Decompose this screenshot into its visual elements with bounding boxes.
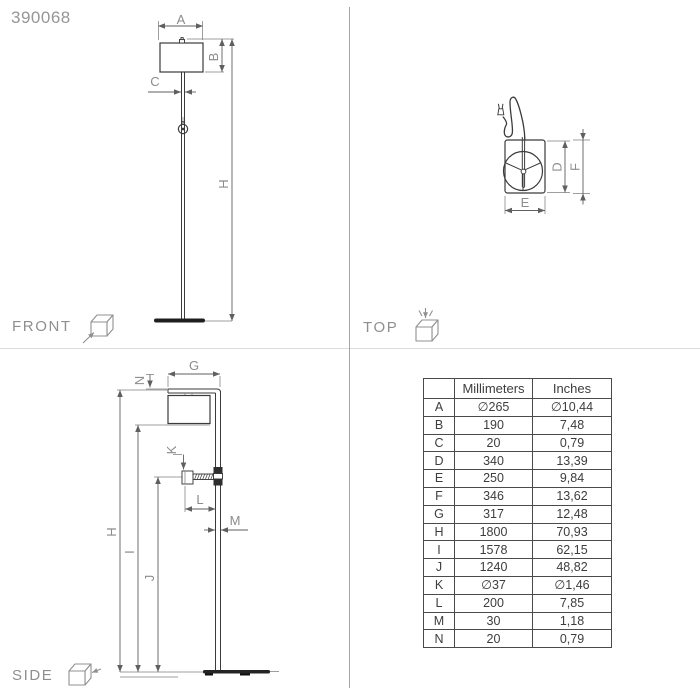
cell-inches: 12,48 bbox=[533, 505, 612, 523]
table-row bbox=[424, 576, 612, 594]
dimensions-table bbox=[423, 378, 612, 648]
table-row bbox=[424, 434, 612, 452]
cell-inches: 9,84 bbox=[533, 470, 612, 488]
dim-label-i: I bbox=[122, 550, 137, 554]
cell-letter: B bbox=[424, 416, 455, 434]
cell-inches: 0,79 bbox=[533, 630, 612, 648]
cell-mm: 20 bbox=[455, 630, 533, 648]
cell-mm: 346 bbox=[455, 487, 533, 505]
table-row bbox=[424, 559, 612, 577]
table-row bbox=[424, 523, 612, 541]
cell-inches: 70,93 bbox=[533, 523, 612, 541]
lamp-shade-side bbox=[168, 396, 210, 424]
table-row bbox=[424, 612, 612, 630]
cell-inches: 7,85 bbox=[533, 594, 612, 612]
front-view-cube-icon bbox=[82, 307, 120, 345]
dim-label-j: J bbox=[142, 574, 157, 582]
front-view-text: FRONT bbox=[12, 317, 72, 335]
cell-letter: F bbox=[424, 487, 455, 505]
switch-box bbox=[182, 471, 193, 484]
header-letter bbox=[424, 379, 455, 399]
side-view-cube-icon bbox=[63, 656, 103, 694]
dim-label-c: C bbox=[150, 74, 160, 89]
cell-mm: 30 bbox=[455, 612, 533, 630]
cell-letter: D bbox=[424, 452, 455, 470]
cell-inches: ∅1,46 bbox=[533, 576, 612, 594]
vertical-divider bbox=[349, 7, 350, 688]
cell-mm: 340 bbox=[455, 452, 533, 470]
cell-mm: 20 bbox=[455, 434, 533, 452]
table-row bbox=[424, 505, 612, 523]
plug-prong bbox=[498, 104, 499, 109]
dim-label-a: A bbox=[176, 12, 186, 27]
dim-label-h: H bbox=[216, 179, 231, 189]
header-inches: Inches bbox=[533, 379, 612, 399]
cell-mm: 200 bbox=[455, 594, 533, 612]
lamp-base-front bbox=[154, 319, 205, 323]
lamp-pole-front bbox=[182, 72, 185, 319]
horizontal-divider bbox=[0, 348, 700, 349]
cell-letter: I bbox=[424, 541, 455, 559]
dim-label-m: M bbox=[229, 513, 241, 528]
table-row bbox=[424, 399, 612, 417]
cell-inches: 62,15 bbox=[533, 541, 612, 559]
table-row bbox=[424, 630, 612, 648]
header-millimeters: Millimeters bbox=[455, 379, 533, 399]
table-row bbox=[424, 487, 612, 505]
top-view-drawing bbox=[478, 83, 620, 225]
dim-label-d: D bbox=[549, 162, 565, 172]
front-view-drawing bbox=[128, 6, 258, 338]
dimension-table-body bbox=[424, 399, 612, 648]
cell-inches: 13,62 bbox=[533, 487, 612, 505]
cell-mm: 317 bbox=[455, 505, 533, 523]
dim-label-h-side: H bbox=[104, 527, 119, 537]
cell-inches: 0,79 bbox=[533, 434, 612, 452]
table-header-row bbox=[424, 379, 612, 399]
cell-mm: 1800 bbox=[455, 523, 533, 541]
cell-mm: 190 bbox=[455, 416, 533, 434]
dim-label-g: G bbox=[188, 358, 200, 373]
cell-letter: H bbox=[424, 523, 455, 541]
cell-letter: G bbox=[424, 505, 455, 523]
dim-label-l: L bbox=[196, 492, 204, 507]
dim-label-f: F bbox=[567, 163, 583, 171]
cell-mm: ∅265 bbox=[455, 399, 533, 417]
cell-letter: E bbox=[424, 470, 455, 488]
lamp-shade-front bbox=[160, 43, 203, 72]
cell-mm: 1578 bbox=[455, 541, 533, 559]
cell-letter: A bbox=[424, 399, 455, 417]
plug-prong bbox=[502, 104, 503, 109]
cell-letter: L bbox=[424, 594, 455, 612]
side-view-drawing bbox=[93, 353, 303, 700]
dim-label-n: N bbox=[132, 375, 147, 386]
side-view-text: SIDE bbox=[12, 666, 54, 684]
cell-letter: K bbox=[424, 576, 455, 594]
cell-letter: J bbox=[424, 559, 455, 577]
cell-inches: 48,82 bbox=[533, 559, 612, 577]
cell-inches: 7,48 bbox=[533, 416, 612, 434]
table-row bbox=[424, 416, 612, 434]
dim-label-e: E bbox=[520, 195, 530, 210]
pole-hub bbox=[521, 169, 526, 174]
cell-inches: 1,18 bbox=[533, 612, 612, 630]
dim-label-k: K bbox=[164, 445, 179, 455]
cell-inches: ∅10,44 bbox=[533, 399, 612, 417]
table-row bbox=[424, 541, 612, 559]
dim-label-b: B bbox=[206, 52, 221, 62]
top-view-cube-icon bbox=[408, 307, 446, 347]
cell-letter: M bbox=[424, 612, 455, 630]
cell-mm: ∅37 bbox=[455, 576, 533, 594]
cell-mm: 250 bbox=[455, 470, 533, 488]
table-row bbox=[424, 470, 612, 488]
cell-mm: 1240 bbox=[455, 559, 533, 577]
cell-inches: 13,39 bbox=[533, 452, 612, 470]
lamp-base-side bbox=[203, 670, 270, 674]
power-plug bbox=[498, 109, 504, 115]
power-cord bbox=[503, 97, 525, 139]
front-view-label bbox=[12, 307, 120, 345]
base-foot bbox=[240, 674, 250, 676]
product-code: 390068 bbox=[11, 8, 71, 27]
lamp-arm-pole-side bbox=[168, 389, 221, 672]
table-row bbox=[424, 452, 612, 470]
side-view-label bbox=[12, 656, 103, 694]
base-foot bbox=[205, 674, 213, 676]
top-view-text: TOP bbox=[363, 318, 399, 336]
cell-letter: N bbox=[424, 630, 455, 648]
cell-letter: C bbox=[424, 434, 455, 452]
top-view-label bbox=[363, 307, 446, 347]
pole-clamp bbox=[214, 467, 223, 486]
table-row bbox=[424, 594, 612, 612]
